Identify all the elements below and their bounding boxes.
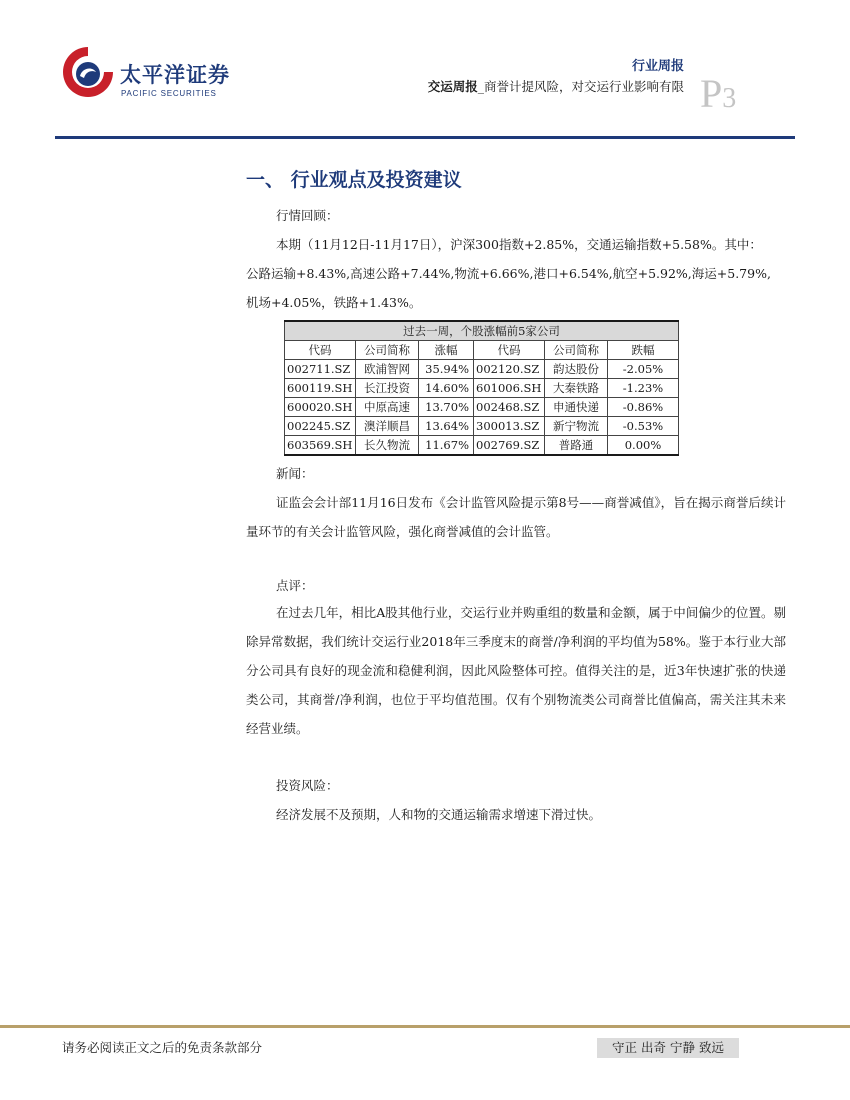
table-cell: 603569.SH (285, 436, 356, 456)
table-cell: 002468.SZ (474, 398, 545, 417)
table-row (285, 360, 679, 379)
market-review-label: 行情回顾： (276, 208, 339, 223)
table-cell: 大秦铁路 (545, 379, 608, 398)
page-number (700, 72, 736, 121)
table-cell: 002769.SZ (474, 436, 545, 456)
news-text: 证监会会计部11月16日发布《会计监管风险提示第8号——商誉减值》，旨在揭示商誉后续计量环节的有关会计监管风险，强化商誉减值的会计监管。 (246, 495, 786, 539)
table-header: 代码 (285, 341, 356, 360)
market-review-line: 机场+4.05%，铁路+1.43%。 (246, 295, 422, 310)
comment-label: 点评： (276, 578, 314, 593)
table-cell: 600020.SH (285, 398, 356, 417)
table-cell: 300013.SZ (474, 417, 545, 436)
table-cell: -1.23% (608, 379, 679, 398)
section-title: 一、 行业观点及投资建议 (246, 169, 462, 191)
table-cell: 35.94% (419, 360, 474, 379)
footer-motto: 守正 出奇 宁静 致远 (597, 1038, 739, 1058)
table-cell: 欧浦智网 (356, 360, 419, 379)
table-cell: 13.70% (419, 398, 474, 417)
top-movers-table (284, 320, 679, 456)
table-cell: -0.86% (608, 398, 679, 417)
table-caption: 过去一周，个股涨幅前5家公司 (285, 321, 679, 341)
table-cell: -2.05% (608, 360, 679, 379)
report-title (428, 79, 684, 95)
table-header: 代码 (474, 341, 545, 360)
table-cell: 长江投资 (356, 379, 419, 398)
table-cell: 0.00% (608, 436, 679, 456)
page-letter: P (700, 71, 723, 116)
table-cell: -0.53% (608, 417, 679, 436)
table-row (285, 417, 679, 436)
table-row (285, 398, 679, 417)
risk-label: 投资风险： (276, 778, 339, 793)
header-divider (55, 136, 795, 139)
risk-text: 经济发展不及预期，人和物的交通运输需求增速下滑过快。 (276, 807, 602, 822)
table-cell: 长久物流 (356, 436, 419, 456)
footer-divider (0, 1025, 850, 1028)
report-type: 行业周报 (631, 59, 684, 74)
table-cell: 600119.SH (285, 379, 356, 398)
table-cell: 002120.SZ (474, 360, 545, 379)
table-cell: 002245.SZ (285, 417, 356, 436)
table-header: 公司简称 (545, 341, 608, 360)
table-cell: 11.67% (419, 436, 474, 456)
table-cell: 002711.SZ (285, 360, 356, 379)
logo-mark-icon (60, 44, 116, 100)
table-cell: 601006.SH (474, 379, 545, 398)
table-cell: 申通快递 (545, 398, 608, 417)
table-cell: 新宁物流 (545, 417, 608, 436)
table-cell: 澳洋顺昌 (356, 417, 419, 436)
table-row (285, 436, 679, 456)
table-header: 涨幅 (419, 341, 474, 360)
logo-text-cn: 太平洋证券 (120, 63, 230, 87)
market-review-line: 公路运输+8.43%,高速公路+7.44%,物流+6.66%,港口+6.54%,航空+5.92%,海运+5.79%, (246, 266, 771, 281)
table-cell: 14.60% (419, 379, 474, 398)
table-header: 公司简称 (356, 341, 419, 360)
market-review-text (246, 230, 786, 317)
page-digit: 3 (722, 83, 737, 114)
table-cell: 普路通 (545, 436, 608, 456)
table-cell: 韵达股份 (545, 360, 608, 379)
table-row (285, 379, 679, 398)
table-cell: 13.64% (419, 417, 474, 436)
market-review-line: 本期（11月12日-11月17日），沪深300指数+2.85%，交通运输指数+5.58%。其中： (276, 237, 762, 252)
footer-disclaimer: 请务必阅读正文之后的免责条款部分 (62, 1040, 263, 1055)
report-title-rest: _商誉计提风险，对交运行业影响有限 (477, 79, 684, 94)
comment-text: 在过去几年，相比A股其他行业，交运行业并购重组的数量和金额，属于中间偏少的位置。剔除异常数据，我们统计交运行业2018年三季度末的商誉/净利润的平均值为58%。鉴于本行业大部分公司具有良好的现金流和稳健利润，因此风险整体可控。值得关注的是，近3年快速扩张的快递类公司，其商誉/净利润，也位于平均值范围。仅有个别物流类公司商誉比值偏高，需关注其未来经营业绩。 (246, 605, 786, 736)
table-header: 跌幅 (608, 341, 679, 360)
table-cell: 中原高速 (356, 398, 419, 417)
logo-text-en: PACIFIC SECURITIES (121, 89, 217, 98)
report-title-bold: 交运周报 (427, 79, 478, 94)
news-label: 新闻： (276, 466, 314, 481)
